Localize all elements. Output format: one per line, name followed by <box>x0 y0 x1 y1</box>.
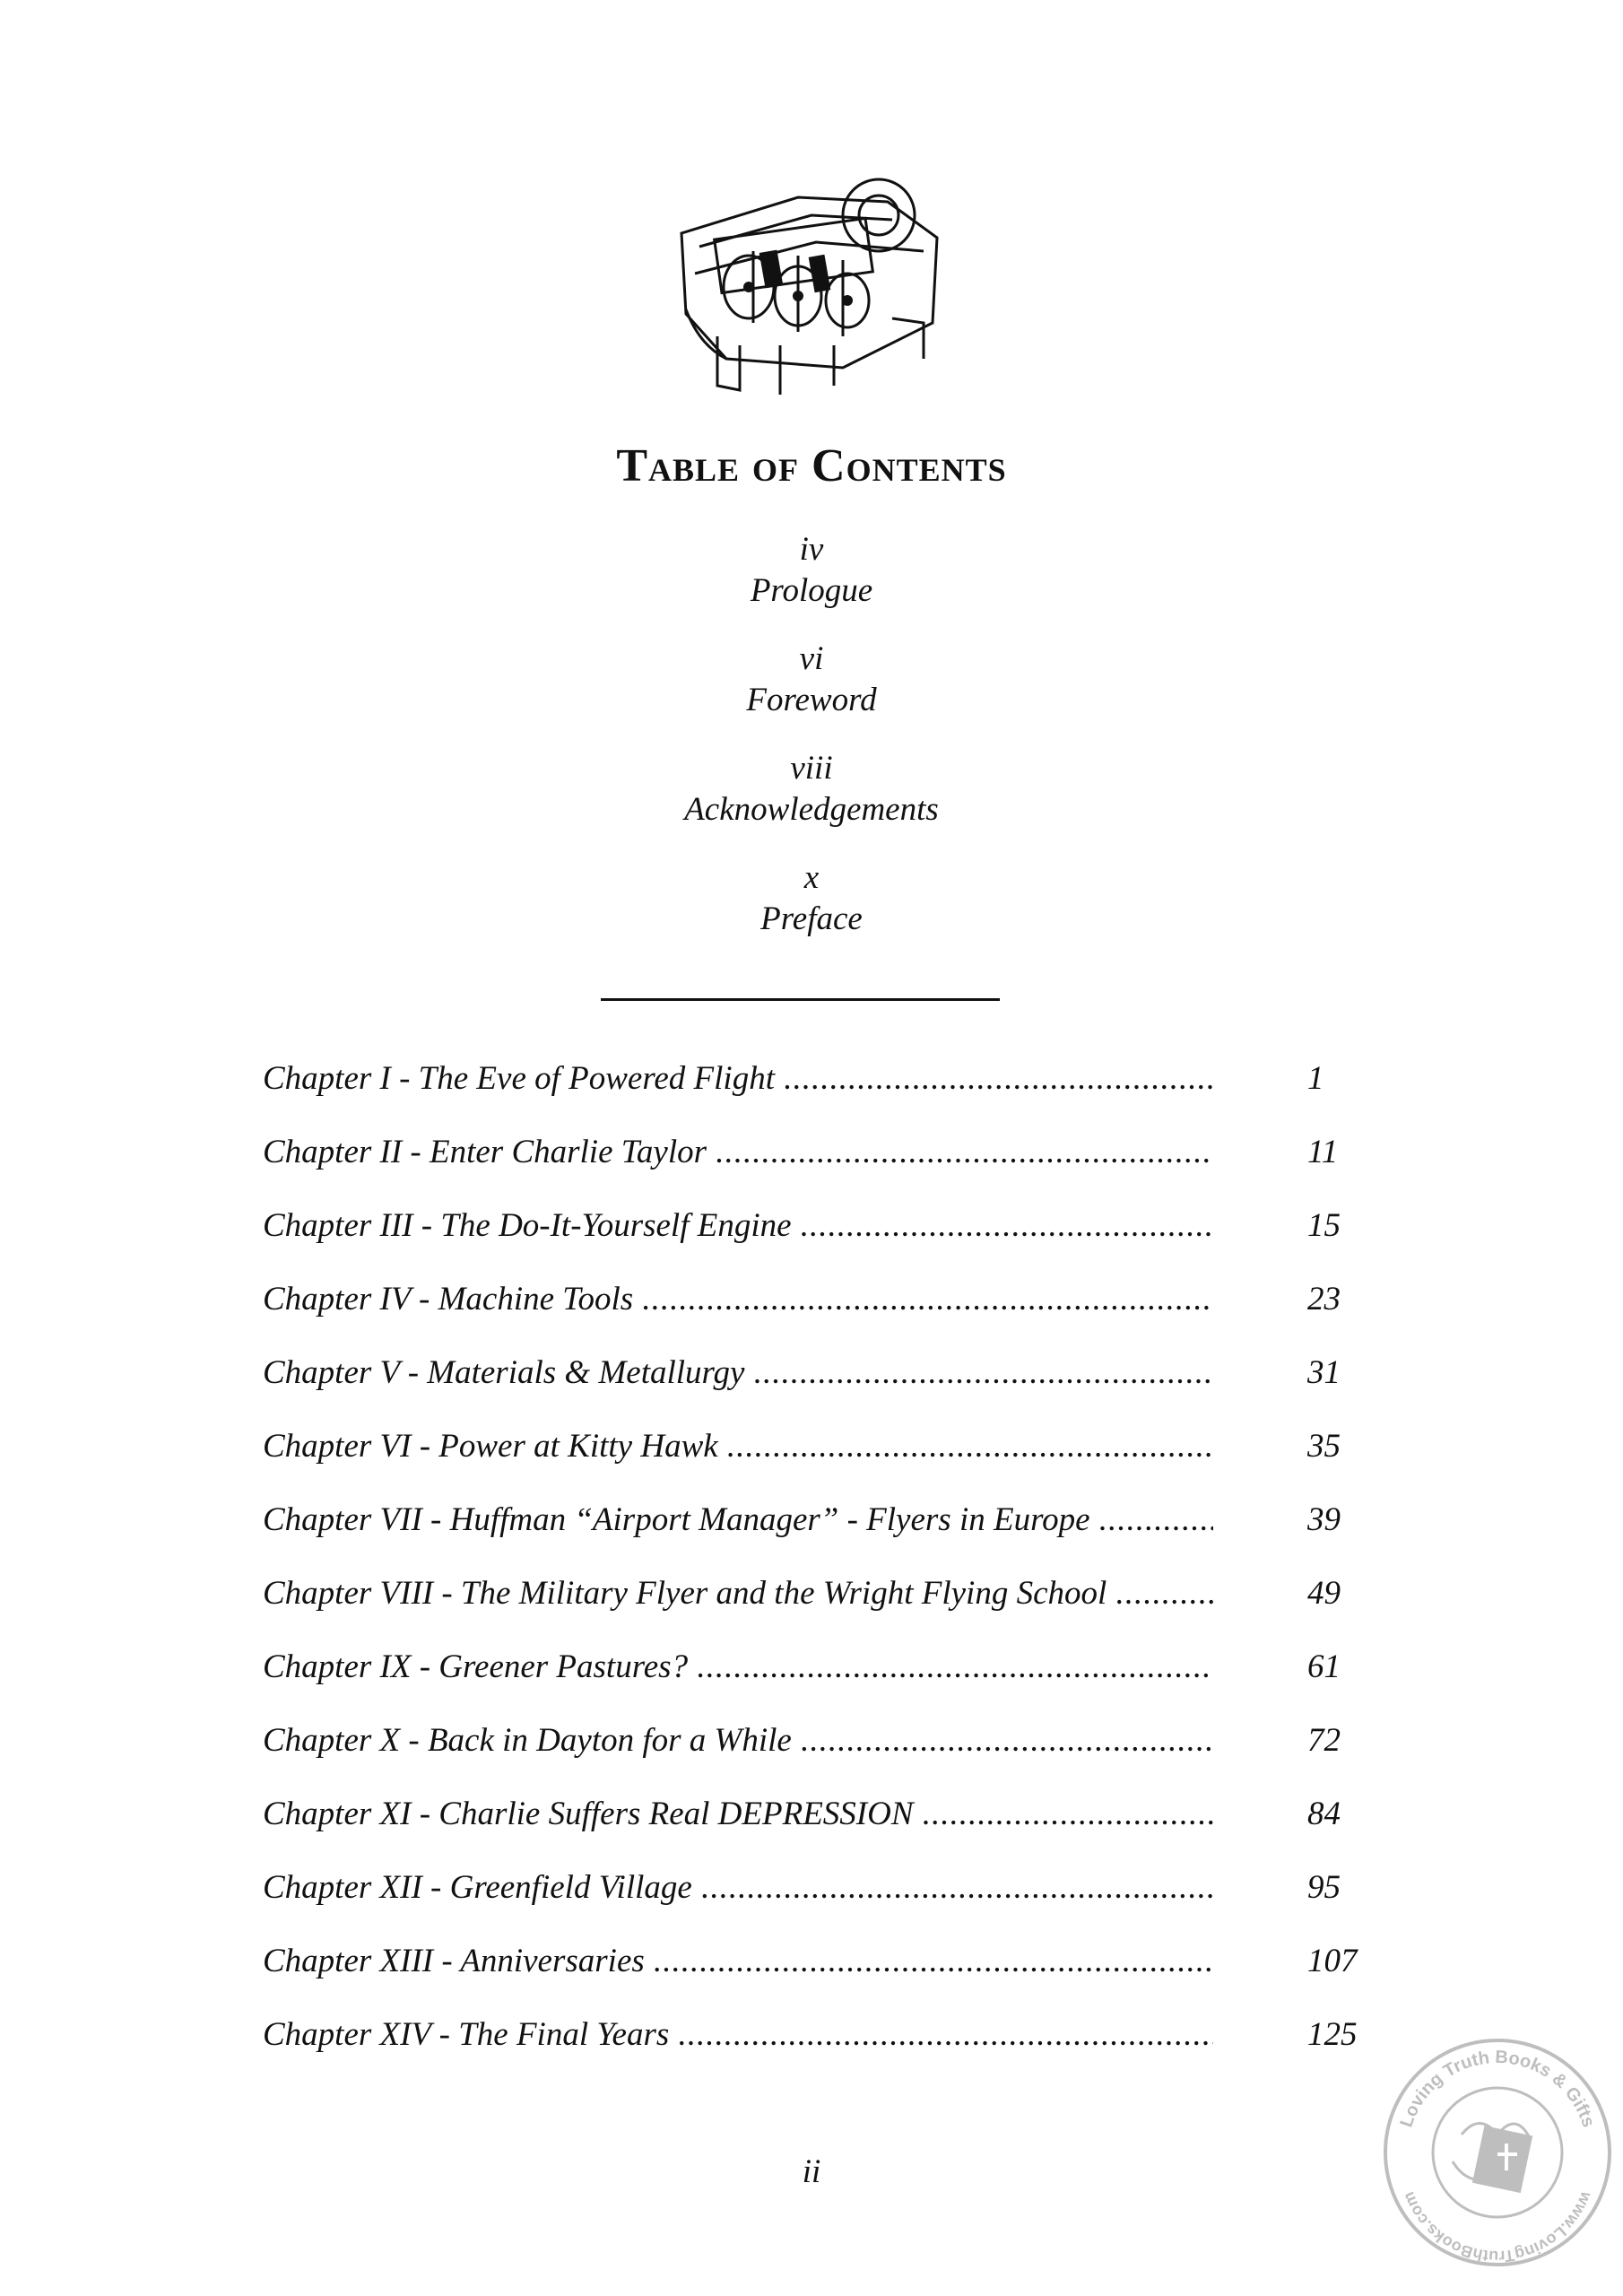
chapter-page: 35 <box>1307 1428 1341 1465</box>
section-divider <box>601 998 1000 1001</box>
front-matter-page: iv <box>799 531 824 568</box>
front-matter-page: viii <box>790 750 833 787</box>
chapter-page: 1 <box>1307 1060 1324 1097</box>
front-matter-label: Prologue <box>750 572 873 609</box>
watermark-text-top: Loving Truth Books & Gifts <box>1396 2047 1599 2130</box>
chapter-row <box>263 1277 1393 1351</box>
chapter-page: 84 <box>1307 1796 1341 1832</box>
chapter-title: Chapter III - The Do-It-Yourself Engine ..... <box>263 1204 1213 1248</box>
front-matter-label: Preface <box>760 900 863 937</box>
svg-text:www.LovingTruthBooks.com <box>1399 2188 1595 2266</box>
chapter-page: 95 <box>1307 1869 1341 1906</box>
chapter-list <box>263 1057 1393 2086</box>
chapter-title: Chapter XIII - Anniversaries ..... <box>263 1939 1213 1984</box>
front-matter-item <box>0 639 1623 721</box>
chapter-row <box>263 1204 1393 1277</box>
chapter-row <box>263 1130 1393 1204</box>
chapter-row <box>263 1571 1393 1645</box>
chapter-row <box>263 1939 1393 2013</box>
chapter-title: Chapter VIII - The Military Flyer and the Wright Flying School ..... <box>263 1571 1213 1616</box>
front-matter-item <box>0 857 1623 940</box>
chapter-page: 23 <box>1307 1281 1341 1318</box>
chapter-page: 125 <box>1307 2016 1358 2053</box>
chapter-row <box>263 1351 1393 1424</box>
chapter-page: 31 <box>1307 1354 1341 1391</box>
watermark-seal <box>1372 2027 1623 2278</box>
watermark-text-bottom: www.LovingTruthBooks.com <box>1399 2188 1596 2266</box>
chapter-row <box>263 1792 1393 1866</box>
chapter-title: Chapter V - Materials & Metallurgy ..... <box>263 1351 1213 1396</box>
front-matter-item <box>0 748 1623 831</box>
chapter-page: 49 <box>1307 1575 1341 1612</box>
chapter-row <box>263 1057 1393 1130</box>
page-number: ii <box>802 2153 821 2190</box>
chapter-title: Chapter XI - Charlie Suffers Real DEPRESSION ..... <box>263 1792 1213 1837</box>
front-matter-label: Foreword <box>746 682 877 718</box>
chapter-title: Chapter IX - Greener Pastures? ..... <box>263 1645 1213 1690</box>
chapter-row <box>263 1645 1393 1718</box>
chapter-title: Chapter VII - Huffman “Airport Manager” - Flyers in Europe ..... <box>263 1498 1213 1543</box>
front-matter-item <box>0 529 1623 612</box>
chapter-row <box>263 1718 1393 1792</box>
chapter-page: 39 <box>1307 1501 1341 1538</box>
chapter-page: 107 <box>1307 1943 1358 1979</box>
chapter-title: Chapter I - The Eve of Powered Flight ..... <box>263 1057 1213 1101</box>
chapter-title: Chapter II - Enter Charlie Taylor ..... <box>263 1130 1213 1175</box>
page-title: Table of Contents <box>616 440 1007 491</box>
chapter-title: Chapter X - Back in Dayton for a While ..... <box>263 1718 1213 1763</box>
chapter-page: 11 <box>1307 1134 1339 1170</box>
book-gift-icon <box>1453 2124 1532 2194</box>
chapter-page: 15 <box>1307 1207 1341 1244</box>
front-matter-page: x <box>803 859 820 896</box>
chapter-page: 72 <box>1307 1722 1341 1759</box>
chapter-row <box>263 2013 1393 2086</box>
chapter-row <box>263 1498 1393 1571</box>
front-matter-page: vi <box>799 640 824 677</box>
chapter-row <box>263 1866 1393 1939</box>
chapter-row <box>263 1424 1393 1498</box>
front-matter-label: Acknowledgements <box>684 791 939 828</box>
engine-illustration <box>664 166 959 404</box>
chapter-title: Chapter XIV - The Final Years ..... <box>263 2013 1213 2057</box>
chapter-page: 61 <box>1307 1648 1341 1685</box>
chapter-title: Chapter VI - Power at Kitty Hawk ..... <box>263 1424 1213 1469</box>
chapter-title: Chapter XII - Greenfield Village ..... <box>263 1866 1213 1910</box>
chapter-title: Chapter IV - Machine Tools ..... <box>263 1277 1213 1322</box>
